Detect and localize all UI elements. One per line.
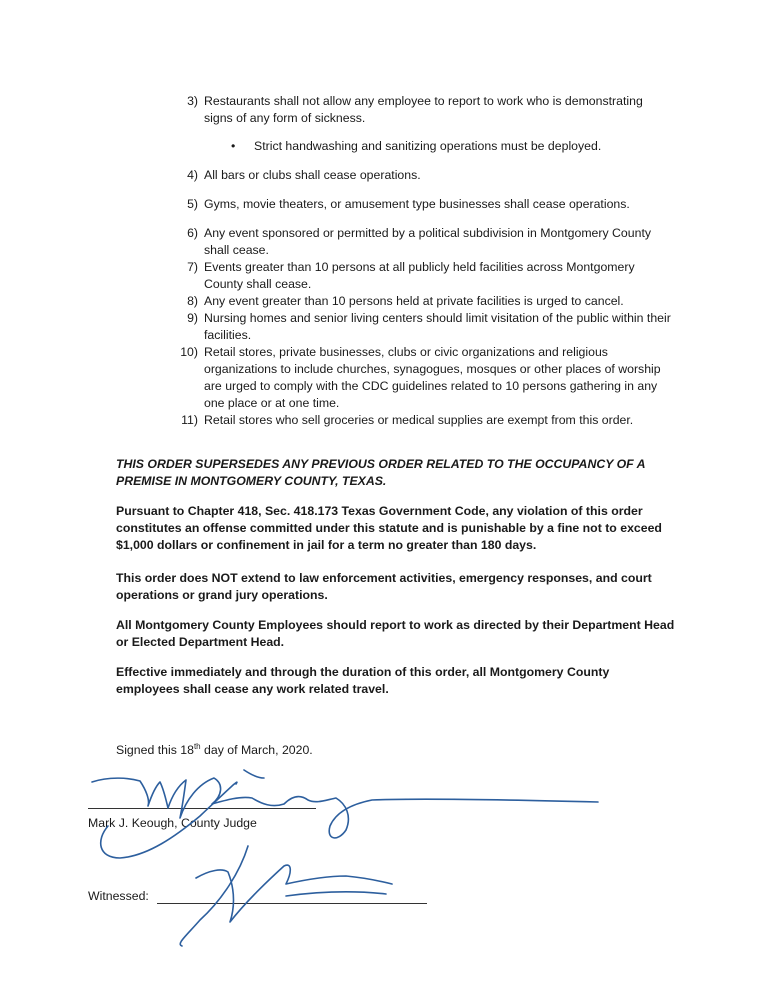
bullet-dot: • <box>231 139 236 153</box>
item-number: 5) <box>187 197 198 211</box>
supersedes-paragraph: THIS ORDER SUPERSEDES ANY PREVIOUS ORDER RELATED TO THE OCCUPANCY OF A PREMISE IN MONTGOMERY COUNTY, TEXAS. <box>116 457 646 488</box>
judge-label: Mark J. Keough, County Judge <box>88 816 257 830</box>
bullet-text: Strict handwashing and sanitizing operations must be deployed. <box>254 139 602 153</box>
penalty-paragraph: Pursuant to Chapter 418, Sec. 418.173 Texas Government Code, any violation of this order constitutes an offense committed under this statute and is punishable by a fine not to exceed $1,000 dollars or confinement in jail for a term no greater than 180 days. <box>116 504 662 552</box>
list-item-4 <box>0 167 672 184</box>
list-item-11 <box>0 412 672 429</box>
list-item-5 <box>0 196 672 213</box>
item-text: Restaurants shall not allow any employee to report to work who is demonstrating signs of any form of sickness. <box>204 94 643 125</box>
item-number: 11) <box>181 413 198 427</box>
item-text: Any event greater than 10 persons held at private facilities is urged to cancel. <box>204 294 624 308</box>
item-number: 8) <box>187 294 198 308</box>
employees-paragraph: All Montgomery County Employees should report to work as directed by their Department Head or Elected Department Head. <box>116 618 675 649</box>
item-text: Nursing homes and senior living centers should limit visitation of the public within their facilities. <box>204 311 671 342</box>
list-item-7 <box>0 259 672 293</box>
witness-label: Witnessed: <box>88 889 149 903</box>
order-list <box>0 93 775 429</box>
list-item-3 <box>0 93 672 127</box>
judge-signature-line <box>88 808 316 809</box>
signed-date <box>116 738 313 759</box>
item-text: Any event sponsored or permitted by a political subdivision in Montgomery County shall cease. <box>204 226 652 257</box>
witness-signature-line <box>157 903 427 904</box>
exemption-paragraph: This order does NOT extend to law enforcement activities, emergency responses, and court operations or grand jury operations. <box>116 571 652 602</box>
item-number: 3) <box>187 94 198 108</box>
list-item-8 <box>0 293 672 310</box>
list-item-6 <box>0 225 672 259</box>
travel-paragraph: Effective immediately and through the duration of this order, all Montgomery County employees shall cease any work related travel. <box>116 665 610 696</box>
item-number: 6) <box>187 226 198 240</box>
signed-prefix: Signed this 18 <box>116 743 194 758</box>
witness-signature-stroke <box>180 846 392 946</box>
item-text: Gyms, movie theaters, or amusement type businesses shall cease operations. <box>204 197 630 211</box>
item-number: 9) <box>187 311 198 325</box>
list-item-10 <box>0 344 672 412</box>
item-text: Retail stores, private businesses, clubs or civic organizations and religious organizations to include churches, synagogues, mosques or other places of worship are urged to comply with the CDC guidelines related to 10 persons gathering in any one place or at one time. <box>204 345 661 410</box>
item-number: 7) <box>187 260 198 274</box>
bullet-item <box>0 138 775 155</box>
signed-ordinal: th <box>193 742 201 751</box>
item-number: 10) <box>180 345 198 359</box>
item-text: Retail stores who sell groceries or medical supplies are exempt from this order. <box>204 413 634 427</box>
list-item-9 <box>0 310 672 344</box>
item-number: 4) <box>187 168 198 182</box>
judge-signature-tick <box>244 770 264 778</box>
signed-suffix: day of March, 2020. <box>200 743 313 758</box>
item-text: Events greater than 10 persons at all publicly held facilities across Montgomery County shall cease. <box>204 260 635 291</box>
item-text: All bars or clubs shall cease operations. <box>204 168 421 182</box>
